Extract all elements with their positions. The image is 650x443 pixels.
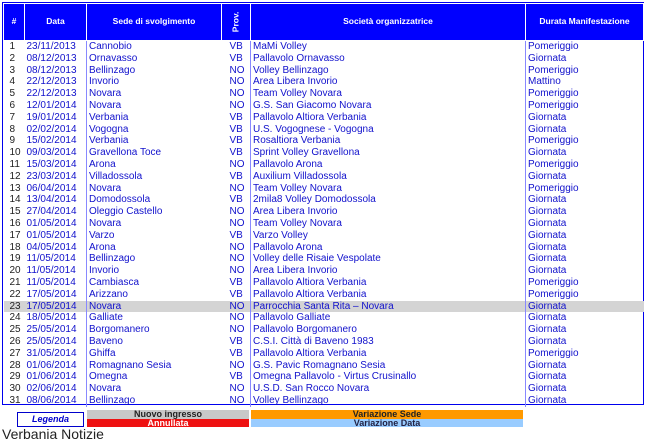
row-prov: NO (229, 99, 245, 111)
row-prov: NO (229, 359, 245, 371)
header-sede: Sede di svolgimento (87, 4, 222, 41)
row-number: 17 (9, 229, 21, 241)
row-date: 22/12/2013 (26, 76, 77, 88)
row-prov: VB (229, 229, 243, 241)
row-durata: Giornata (526, 336, 644, 348)
row-sede: Galliate (87, 312, 222, 324)
row-number: 8 (9, 123, 16, 135)
row-societa: Sprint Volley Gravellona (251, 147, 526, 159)
header-durata: Durata Manifestazione (526, 4, 644, 41)
legend-variazione-data: Variazione Data (251, 419, 523, 427)
table-row (4, 194, 644, 206)
events-table (3, 3, 644, 407)
row-prov: VB (229, 170, 243, 182)
row-prov: VB (229, 335, 243, 347)
row-sede: Bellinzago (87, 253, 222, 265)
row-durata: Pomeriggio (526, 289, 644, 301)
row-date: 18/05/2014 (26, 312, 77, 324)
row-date: 25/05/2014 (26, 324, 77, 336)
header-row (4, 4, 644, 41)
table-body (4, 41, 644, 407)
row-date: 06/04/2014 (26, 182, 77, 194)
table-row (4, 135, 644, 147)
legend-annullata: Annullata (87, 419, 249, 427)
row-prov: VB (229, 288, 243, 300)
row-durata: Giornata (526, 312, 644, 324)
row-sede: Novara (87, 88, 222, 100)
row-societa: G.S. San Giacomo Novara (251, 100, 526, 112)
row-date: 02/06/2014 (26, 383, 77, 395)
row-durata: Pomeriggio (526, 277, 644, 289)
row-societa: Team Volley Novara (251, 88, 526, 100)
table-row (4, 218, 644, 230)
row-societa: Team Volley Novara (251, 183, 526, 195)
row-date: 12/01/2014 (26, 99, 77, 111)
row-durata: Giornata (526, 395, 644, 407)
row-prov: VB (229, 147, 243, 159)
row-prov: NO (229, 88, 245, 100)
row-sede: Gravellona Toce (87, 147, 222, 159)
row-date: 31/05/2014 (26, 347, 77, 359)
row-durata: Giornata (526, 147, 644, 159)
header-num: # (4, 4, 25, 41)
row-prov: NO (229, 394, 245, 406)
row-prov: NO (222, 301, 251, 313)
row-durata: Pomeriggio (526, 41, 644, 53)
row-sede: Invorio (87, 265, 222, 277)
row-societa: Pallavolo Arona (251, 242, 526, 254)
row-date: 01/06/2014 (26, 359, 77, 371)
row-sede: Novara (87, 183, 222, 195)
row-durata: Pomeriggio (526, 159, 644, 171)
row-sede: Baveno (87, 336, 222, 348)
row-societa: C.S.I. Città di Baveno 1983 (251, 336, 526, 348)
row-number: 20 (9, 265, 21, 277)
row-prov: VB (229, 111, 243, 123)
row-prov: NO (229, 217, 245, 229)
row-prov: NO (229, 158, 245, 170)
row-number: 15 (9, 206, 21, 218)
row-prov: VB (229, 123, 243, 135)
row-date: 11/05/2014 (26, 253, 76, 265)
row-sede: Oleggio Castello (87, 206, 222, 218)
legend (17, 410, 523, 427)
row-number: 26 (9, 335, 21, 347)
row-date: 25/05/2014 (26, 335, 77, 347)
table-row (4, 183, 644, 195)
row-durata: Giornata (526, 112, 644, 124)
row-durata: Giornata (526, 253, 644, 265)
row-societa: MaMi Volley (251, 41, 526, 53)
row-sede: Novara (87, 218, 222, 230)
table-row (4, 159, 644, 171)
row-prov: VB (229, 276, 243, 288)
row-societa: Parrocchia Santa Rita – Novara (251, 301, 526, 313)
row-durata: Giornata (526, 324, 644, 336)
row-societa: Omegna Pallavolo - Virtus Crusinallo (251, 371, 526, 383)
table-row (4, 171, 644, 183)
row-number: 19 (9, 253, 21, 265)
row-date: 19/01/2014 (26, 111, 77, 123)
row-number: 30 (9, 383, 21, 395)
table-row (4, 371, 644, 383)
row-prov: NO (229, 312, 245, 324)
row-durata: Pomeriggio (526, 348, 644, 360)
row-durata: Pomeriggio (526, 135, 644, 147)
row-prov: NO (229, 324, 245, 336)
row-number: 14 (9, 194, 21, 206)
row-durata: Mattino (526, 76, 644, 88)
row-number: 24 (9, 312, 21, 324)
row-societa: Pallavolo Altiora Verbania (251, 277, 526, 289)
row-date: 15/02/2014 (26, 135, 77, 147)
row-societa: Volley Bellinzago (251, 65, 526, 77)
row-date: 23/11/2013 (26, 41, 76, 52)
table-row (4, 88, 644, 100)
table-row (4, 289, 644, 301)
row-societa: 2mila8 Volley Domodossola (251, 194, 526, 206)
row-number: 3 (9, 64, 16, 76)
row-number: 28 (9, 359, 21, 371)
table-row (4, 336, 644, 348)
legend-title: Legenda (17, 412, 84, 427)
row-sede: Verbania (87, 112, 222, 124)
table-row (4, 242, 644, 254)
row-sede: Vogogna (87, 124, 222, 136)
row-sede: Arona (87, 159, 222, 171)
row-sede: Omegna (87, 371, 222, 383)
row-date: 22/12/2013 (26, 88, 77, 100)
row-societa: Pallavolo Altiora Verbania (251, 112, 526, 124)
table-row (4, 124, 644, 136)
row-durata: Giornata (526, 194, 644, 206)
row-date: 11/05/2014 (26, 276, 76, 288)
row-date: 04/05/2014 (26, 241, 77, 253)
row-societa: Auxilium Villadossola (251, 171, 526, 183)
table-row (4, 53, 644, 65)
row-societa: U.S. Vogognese - Vogogna (251, 124, 526, 136)
row-sede: Arona (87, 242, 222, 254)
row-sede: Ornavasso (87, 53, 222, 65)
header-societa: Società organizzatrice (251, 4, 526, 41)
row-durata: Giornata (526, 206, 644, 218)
row-prov: NO (229, 76, 245, 88)
table-row (4, 395, 644, 407)
table-row (4, 41, 644, 53)
row-societa: Pallavolo Altiora Verbania (251, 289, 526, 301)
legend-nuovo-ingresso: Nuovo ingresso (87, 410, 249, 419)
row-number: 12 (9, 170, 21, 182)
table-row (4, 301, 644, 313)
row-societa: U.S.D. San Rocco Novara (251, 383, 526, 395)
row-date: 27/04/2014 (26, 206, 77, 218)
row-sede: Novara (87, 301, 222, 313)
row-sede: Cannobio (87, 41, 222, 53)
row-number: 13 (9, 182, 21, 194)
row-number: 29 (9, 371, 21, 383)
row-societa: Rosaltiora Verbania (251, 135, 526, 147)
row-societa: Pallavolo Ornavasso (251, 53, 526, 65)
row-sede: Varzo (87, 230, 222, 242)
row-date: 15/03/2014 (26, 158, 77, 170)
legend-variazione-sede: Variazione Sede (251, 410, 523, 419)
table-row (4, 360, 644, 372)
row-durata: Pomeriggio (526, 100, 644, 112)
row-sede: Borgomanero (87, 324, 222, 336)
row-number: 9 (9, 135, 16, 147)
table-row (4, 312, 644, 324)
row-durata: Giornata (526, 53, 644, 65)
caption: Verbania Notizie (2, 426, 104, 442)
row-number: 21 (9, 276, 21, 288)
table-row (4, 206, 644, 218)
row-durata: Giornata (526, 218, 644, 230)
row-number: 27 (9, 347, 21, 359)
table-row (4, 348, 644, 360)
row-sede: Domodossola (87, 194, 222, 206)
row-durata: Pomeriggio (526, 65, 644, 77)
row-prov: VB (229, 371, 243, 383)
row-sede: Bellinzago (87, 65, 222, 77)
row-prov: VB (229, 194, 243, 206)
header-prov-label: Prov. (230, 11, 241, 33)
row-sede: Verbania (87, 135, 222, 147)
row-prov: VB (229, 52, 243, 64)
row-societa: Pallavolo Arona (251, 159, 526, 171)
row-number: 4 (9, 76, 16, 88)
row-date: 11/05/2014 (26, 265, 76, 277)
table-row (4, 265, 644, 277)
table-row (4, 65, 644, 77)
row-societa: Team Volley Novara (251, 218, 526, 230)
row-date: 13/04/2014 (26, 194, 77, 206)
row-durata: Pomeriggio (526, 183, 644, 195)
row-societa: Area Libera Invorio (251, 206, 526, 218)
row-societa: G.S. Pavic Romagnano Sesia (251, 360, 526, 372)
row-societa: Area Libera Invorio (251, 76, 526, 88)
row-sede: Romagnano Sesia (87, 360, 222, 372)
table-row (4, 230, 644, 242)
row-date: 08/12/2013 (26, 52, 77, 64)
row-prov: NO (229, 383, 245, 395)
row-prov: NO (229, 253, 245, 265)
table-row (4, 100, 644, 112)
row-date: 02/02/2014 (26, 123, 77, 135)
header-prov (222, 4, 251, 41)
row-sede: Ghiffa (87, 348, 222, 360)
row-number: 1 (9, 41, 16, 52)
row-prov: NO (229, 206, 245, 218)
row-date: 23/03/2014 (26, 170, 77, 182)
row-sede: Arizzano (87, 289, 222, 301)
row-date: 01/06/2014 (26, 371, 77, 383)
row-societa: Varzo Volley (251, 230, 526, 242)
row-sede: Novara (87, 383, 222, 395)
row-number: 23 (4, 301, 25, 313)
row-date: 17/05/2014 (26, 288, 77, 300)
row-number: 7 (9, 111, 16, 123)
row-number: 16 (9, 217, 21, 229)
header-data: Data (25, 4, 87, 41)
row-date: 08/06/2014 (26, 394, 77, 406)
row-number: 2 (9, 52, 16, 64)
row-date: 09/03/2014 (26, 147, 77, 159)
row-number: 18 (9, 241, 21, 253)
row-number: 10 (9, 147, 21, 159)
row-sede: Novara (87, 100, 222, 112)
row-durata: Giornata (526, 230, 644, 242)
table-row (4, 76, 644, 88)
row-durata: Giornata (526, 242, 644, 254)
row-number: 6 (9, 99, 16, 111)
row-societa: Pallavolo Altiora Verbania (251, 348, 526, 360)
row-sede: Bellinzago (87, 395, 222, 407)
row-durata: Giornata (526, 360, 644, 372)
row-sede: Invorio (87, 76, 222, 88)
row-prov: VB (229, 41, 243, 52)
row-number: 11 (9, 158, 20, 170)
row-sede: Villadossola (87, 171, 222, 183)
row-societa: Pallavolo Galliate (251, 312, 526, 324)
table-row (4, 324, 644, 336)
row-durata: Giornata (526, 265, 644, 277)
row-prov: NO (229, 64, 245, 76)
table-row (4, 147, 644, 159)
row-durata: Giornata (526, 371, 644, 383)
row-date: 17/05/2014 (25, 301, 87, 313)
row-date: 01/05/2014 (26, 217, 77, 229)
row-prov: NO (229, 182, 245, 194)
row-prov: NO (229, 265, 245, 277)
row-societa: Pallavolo Borgomanero (251, 324, 526, 336)
row-prov: NO (229, 241, 245, 253)
row-prov: VB (229, 347, 243, 359)
row-sede: Cambiasca (87, 277, 222, 289)
row-number: 31 (9, 394, 21, 406)
row-societa: Volley delle Risaie Vespolate (251, 253, 526, 265)
row-date: 08/12/2013 (26, 64, 77, 76)
row-durata: Giornata (526, 171, 644, 183)
row-durata: Giornata (526, 301, 644, 313)
row-durata: Giornata (526, 383, 644, 395)
row-prov: VB (229, 135, 243, 147)
row-durata: Pomeriggio (526, 88, 644, 100)
row-number: 5 (9, 88, 16, 100)
table-row (4, 383, 644, 395)
row-societa: Volley Bellinzago (251, 395, 526, 407)
row-societa: Area Libera Invorio (251, 265, 526, 277)
row-durata: Giornata (526, 124, 644, 136)
row-number: 25 (9, 324, 21, 336)
table-row (4, 277, 644, 289)
table-row (4, 112, 644, 124)
table-row (4, 253, 644, 265)
row-date: 01/05/2014 (26, 229, 77, 241)
row-number: 22 (9, 288, 21, 300)
